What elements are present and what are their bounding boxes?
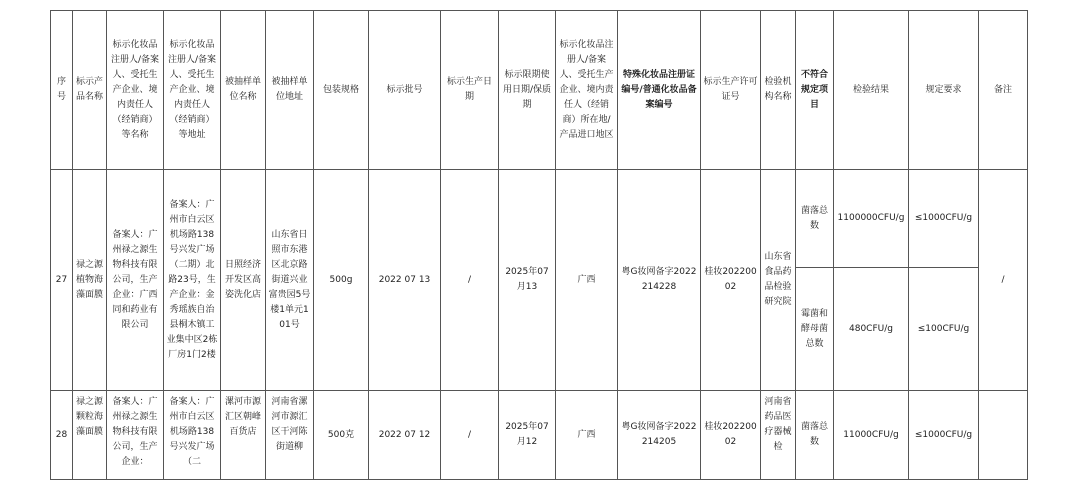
header-expiry: 标示限期使用日期/保质期 bbox=[499, 11, 556, 170]
cell-package-spec: 500g bbox=[314, 170, 369, 391]
cell-nonconforming-item: 菌落总数 bbox=[796, 170, 834, 268]
cell-inspection-org: 山东省食品药品检验研究院 bbox=[761, 170, 796, 391]
cell-license-no: 桂妆20220002 bbox=[701, 391, 761, 480]
cell-product-name: 禄之源植物海藻面膜 bbox=[73, 170, 107, 391]
header-registration-no: 特殊化妆品注册证编号/普通化妆品备案编号 bbox=[618, 11, 701, 170]
header-seq: 序号 bbox=[51, 11, 73, 170]
cell-batch-no: 2022 07 12 bbox=[369, 391, 441, 480]
cell-sampled-unit-name: 漯河市源汇区朝峰百货店 bbox=[221, 391, 266, 480]
header-row bbox=[51, 11, 1028, 170]
cell-seq: 27 bbox=[51, 170, 73, 391]
header-sampled-unit-address: 被抽样单位地址 bbox=[266, 11, 314, 170]
header-sampled-unit-name: 被抽样单位名称 bbox=[221, 11, 266, 170]
inspection-results-table-container bbox=[50, 10, 1028, 480]
cell-batch-no: 2022 07 13 bbox=[369, 170, 441, 391]
table-row bbox=[51, 391, 1028, 480]
cell-seq: 28 bbox=[51, 391, 73, 480]
cell-sampled-unit-name: 日照经济开发区高姿洗化店 bbox=[221, 170, 266, 391]
cell-requirement: ≤1000CFU/g bbox=[909, 170, 979, 268]
header-batch-no: 标示批号 bbox=[369, 11, 441, 170]
cell-production-date: / bbox=[441, 391, 499, 480]
cell-expiry: 2025年07月12 bbox=[499, 391, 556, 480]
header-registrant-name: 标示化妆品注册人/备案人、受托生产企业、境内责任人（经销商）等名称 bbox=[107, 11, 164, 170]
header-license-no: 标示生产许可证号 bbox=[701, 11, 761, 170]
header-registrant-address: 标示化妆品注册人/备案人、受托生产企业、境内责任人（经销商）等地址 bbox=[164, 11, 221, 170]
cell-registrant-name: 备案人：广州禄之源生物科技有限公司，生产企业：广西同和药业有限公司 bbox=[107, 170, 164, 391]
inspection-results-table bbox=[50, 10, 1028, 480]
cell-inspection-org: 河南省药品医疗器械检 bbox=[761, 391, 796, 480]
cell-origin: 广西 bbox=[556, 170, 618, 391]
header-production-date: 标示生产日期 bbox=[441, 11, 499, 170]
cell-requirement: ≤1000CFU/g bbox=[909, 391, 979, 480]
cell-package-spec: 500克 bbox=[314, 391, 369, 480]
cell-remark bbox=[979, 391, 1028, 480]
cell-registrant-address: 备案人：广州市白云区机场路138号兴发广场（二期）北路23号，生产企业：金秀瑶族自治县桐木镇工业集中区2栋厂房1门2楼 bbox=[164, 170, 221, 391]
header-remark: 备注 bbox=[979, 11, 1028, 170]
cell-requirement: ≤100CFU/g bbox=[909, 268, 979, 391]
cell-expiry: 2025年07月13 bbox=[499, 170, 556, 391]
header-nonconforming-item: 不符合规定项目 bbox=[796, 11, 834, 170]
cell-registration-no: 粤G妆网备字2022214205 bbox=[618, 391, 701, 480]
cell-result: 1100000CFU/g bbox=[834, 170, 909, 268]
cell-production-date: / bbox=[441, 170, 499, 391]
header-product-name: 标示产品名称 bbox=[73, 11, 107, 170]
header-result: 检验结果 bbox=[834, 11, 909, 170]
cell-registrant-address: 备案人：广州市白云区机场路138号兴发广场（二 bbox=[164, 391, 221, 480]
cell-sampled-unit-address: 河南省漯河市源汇区干河陈街道柳 bbox=[266, 391, 314, 480]
header-origin: 标示化妆品注册人/备案人、受托生产企业、境内责任人（经销商）所在地/产品进口地区 bbox=[556, 11, 618, 170]
table-row bbox=[51, 170, 1028, 268]
cell-nonconforming-item: 菌落总数 bbox=[796, 391, 834, 480]
header-package-spec: 包装规格 bbox=[314, 11, 369, 170]
cell-registration-no: 粤G妆网备字2022214228 bbox=[618, 170, 701, 391]
cell-origin: 广西 bbox=[556, 391, 618, 480]
cell-sampled-unit-address: 山东省日照市东港区北京路街道兴业富贵园5号楼1单元101号 bbox=[266, 170, 314, 391]
cell-product-name: 禄之源颗粒海藻面膜 bbox=[73, 391, 107, 480]
cell-registrant-name: 备案人：广州禄之源生物科技有限公司，生产企业： bbox=[107, 391, 164, 480]
cell-nonconforming-item: 霉菌和酵母菌总数 bbox=[796, 268, 834, 391]
cell-license-no: 桂妆20220002 bbox=[701, 170, 761, 391]
cell-result: 480CFU/g bbox=[834, 268, 909, 391]
header-inspection-org: 检验机构名称 bbox=[761, 11, 796, 170]
header-requirement: 规定要求 bbox=[909, 11, 979, 170]
cell-result: 11000CFU/g bbox=[834, 391, 909, 480]
cell-remark: / bbox=[979, 170, 1028, 391]
